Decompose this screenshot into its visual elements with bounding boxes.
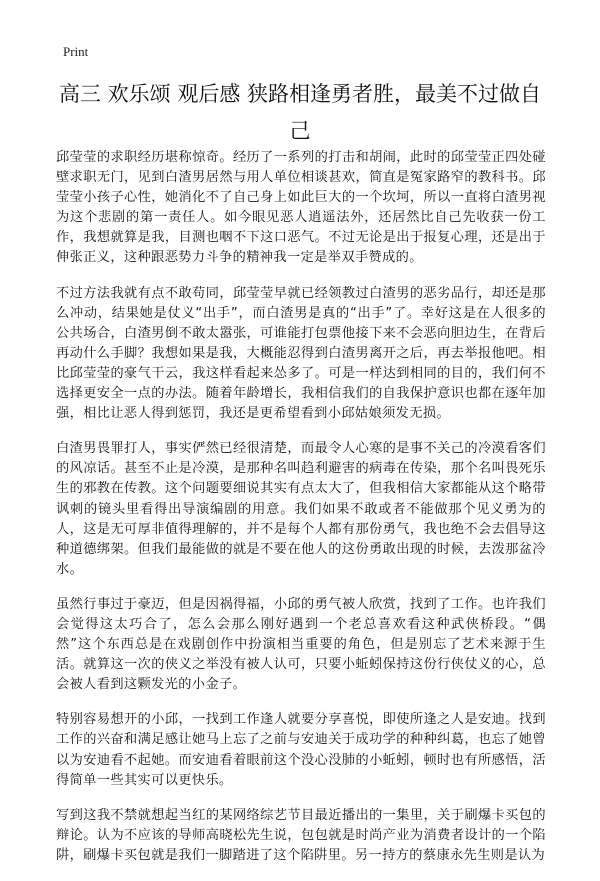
- article-body: [56, 148, 546, 881]
- article-paragraph: 邱莹莹的求职经历堪称惊奇。经历了一系列的打击和胡闹，此时的邱莹莹正四处碰壁求职无门，见到白渣男居然与用人单位相谈甚欢，简直是冤家路窄的教科书。邱莹莹小孩子心性，她消化不了自己身上如此巨大的一个坎坷，所以一直将白渣男视为这个悲剧的第一责任人。如今眼见恶人逍遥法外，还居然比自己先收获一份工作，我想就算是我，目测也咽不下这口恶气。不过无论是出于报复心理，还是出于伸张正义，这种跟恶势力斗争的精神我一定是举双手赞成的。: [56, 150, 546, 266]
- article-paragraph: 不过方法我就有点不敢苟同，邱莹莹早就已经领教过白渣男的恶劣品行，却还是那么冲动，结果她是仗义“出手”，而白渣男是真的“出手”了。幸好这是在人很多的公共场合，白渣男倒不敢太嚣张，可谁能打包票他接下来不会恶向胆边生，在背后再动什么手脚？我想如果是我，大概能忍得到白渣男离开之后，再去举报他吧。相比邱莹莹的豪气干云，我这样看起来怂多了。可是一样达到相同的目的，我们何不选择更安全一点的办法。随着年龄增长，我相信我们的自我保护意识也都在逐年加强，相比让恶人得到惩罚，我还是更希望看到小邱姑娘须发无损。: [56, 285, 546, 422]
- article-paragraph: 白渣男畏罪打人，事实俨然已经很清楚，而最令人心寒的是事不关己的冷漠看客们的风凉话。甚至不止是冷漠，是那种名叫趋利避害的病毒在传染，那个名叫畏死乐生的邪教在传教。这个问题要细说其实有点太大了，但我相信大家都能从这个略带讽刺的镜头里看得出导演编剧的用意。我们如果不敢或者不能做那个见义勇为的人，这是无可厚非值得理解的，并不是每个人都有那份勇气，我也绝不会去倡导这种道德绑架。但我们最能做的就是不要在他人的这份勇敢出现的时候，去泼那盆冷水。: [56, 441, 546, 577]
- article-paragraph: 虽然行事过于豪迈，但是因祸得福，小邱的勇气被人欣赏，找到了工作。也许我们会觉得这太巧合了，怎么会那么刚好遇到一个老总喜欢看这种武侠桥段。“偶然”这个东西总是在戏剧创作中扮演相当重要的角色，但是别忘了艺术来源于生活。就算这一次的侠义之举没有被人认可，只要小蚯蚓保持这份行侠仗义的心，总会被人看到这颗发光的小金子。: [56, 596, 546, 693]
- print-link[interactable]: Print: [63, 44, 89, 59]
- article-paragraph: 写到这我不禁就想起当红的某网络综艺节目最近播出的一集里，关于刷爆卡买包的辩论。认为不应该的导师高晓松先生说，包包就是时尚产业为消费者设计的一个陷阱，刷爆卡买包就是我们一脚踏进了这个陷阱里。另一持方的蔡康永先生则是认为: [56, 807, 546, 863]
- article-paragraph: 特别容易想开的小邱，一找到工作逢人就要分享喜悦，即使所逢之人是安迪。找到工作的兴奋和满足感让她马上忘了之前与安迪关于成功学的种种纠葛，也忘了她曾以为安迪看不起她。而安迪看着眼前这个没心没肺的小蚯蚓，顿时也有所感悟，活得简单一些其实可以更快乐。: [56, 712, 546, 788]
- article-title: 高三 欢乐颂 观后感 狭路相逢勇者胜，最美不过做自己: [58, 82, 542, 143]
